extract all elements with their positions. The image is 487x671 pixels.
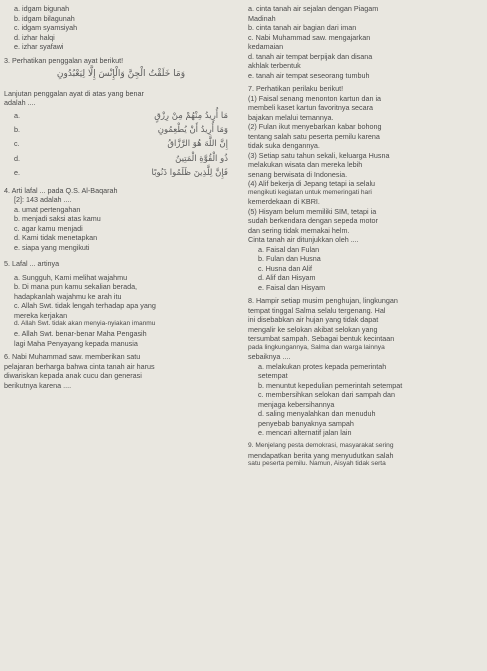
q3-prompt-line-1: Lanjutan penggalan ayat di atas yang benar <box>4 88 144 98</box>
q7-item-5-cont2: dan sering tidak memakai helm. <box>248 225 350 235</box>
q7-item-5-cont: sudah berkendara dengan sepeda motor <box>248 216 378 226</box>
q2-opt-a-cont: Madinah <box>248 13 276 23</box>
q7-item-4: (4) Alif bekerja di Jepang tetapi ia selalu <box>248 179 376 188</box>
q9-line-2: mendapatkan berita yang menyudutkan salah <box>248 450 394 460</box>
q7-question: 7. Perhatikan perilaku berikut! <box>248 84 344 93</box>
q4-question-cont: [2]: 143 adalah .... <box>14 195 72 205</box>
q6-line-3: diwariskan kepada anak cucu dan generasi <box>4 371 142 381</box>
q3-option-c[interactable]: c. إِنَّ اللَّهَ هُوَ الرَّزَّاقُ <box>14 139 228 150</box>
q9-line-1: 9. Menjelang pesta demokrasi, masyarakat sering <box>248 441 394 449</box>
q4-option-a[interactable]: a. umat pertengahan <box>14 204 81 214</box>
q7-item-2-cont2: tidak suka dengannya. <box>248 141 320 150</box>
q7-item-1-cont2: bajakan melalui temannya. <box>248 112 334 122</box>
q7-item-3-cont: melakukan wisata dan mereka lebih <box>248 160 363 169</box>
q7-item-4-cont: mengikuti kegiatan untuk memeringati hari <box>248 188 372 196</box>
q5-option-c-cont: mereka kerjakan <box>14 310 68 320</box>
q8-line-5: tersumbat sampah. Sebagai bentuk kecintaan <box>248 334 395 344</box>
q6-line-1: 6. Nabi Muhammad saw. memberikan satu <box>4 352 141 362</box>
q6-line-2: pelajaran berharga bahwa cinta tanah air harus <box>4 361 155 371</box>
q7-item-3: (3) Setiap satu tahun sekali, keluarga Husna <box>248 150 390 160</box>
q4-option-d[interactable]: d. Kami tidak menetapkan <box>14 233 98 243</box>
q5-option-e-cont: lagi Maha Penyayang kepada manusia <box>14 338 138 348</box>
q5-question: 5. Lafal ... artinya <box>4 259 60 269</box>
q8-option-d[interactable]: d. saling menyalahkan dan menuduh <box>258 409 376 419</box>
q7-item-2-cont: tentang salah satu peserta pemilu karena <box>248 131 380 141</box>
q2-opt-d[interactable]: d. tanah air tempat berpijak dan disana <box>248 51 373 61</box>
q3-option-a[interactable]: a. مَا أُرِيدُ مِنْهُمْ مِنْ رِزْقٍ <box>14 110 228 121</box>
q3-option-e[interactable]: e. فَإِنَّ لِلَّذِينَ ظَلَمُوا ذَنُوبًا <box>14 167 228 178</box>
q7-item-5: (5) Hisyam belum memiliki SIM, tetapi ia <box>248 206 377 216</box>
q7-prompt: Cinta tanah air ditunjukkan oleh .... <box>248 235 359 245</box>
q8-option-c[interactable]: c. membersihkan selokan dari sampah dan <box>258 390 396 400</box>
q8-option-c-cont: menjaga kebersihannya <box>258 399 335 409</box>
q3-option-b[interactable]: b. وَمَا أُرِيدُ أَنْ يُطْعِمُونِ <box>14 125 228 136</box>
q8-line-2: tempat tinggal Salma selalu tergenang. Hal <box>248 305 386 315</box>
q5-option-c[interactable]: c. Allah Swt. tidak lengah terhadap apa yang <box>14 301 156 311</box>
q9-line-3: satu peserta pemilu. Namun, Aisyah tidak serta <box>248 460 386 468</box>
q2-option-b[interactable]: b. idgam bilagunah <box>14 13 75 23</box>
q4-option-c[interactable]: c. agar kamu menjadi <box>14 223 83 233</box>
q2-opt-b[interactable]: b. cinta tanah air bagian dari iman <box>248 23 357 32</box>
q7-item-3-cont2: senang berwisata di Indonesia. <box>248 169 348 179</box>
q3-question: 3. Perhatikan penggalan ayat berikut! <box>4 55 124 65</box>
q7-item-1: (1) Faisal senang menonton kartun dan ia <box>248 93 382 103</box>
q4-option-b[interactable]: b. menjadi saksi atas kamu <box>14 214 101 224</box>
q8-line-3: ini disebabkan air hujan yang tidak dapat <box>248 315 379 325</box>
q2-option-e[interactable]: e. izhar syafawi <box>14 42 64 51</box>
q8-option-d-cont: penyebab banyaknya sampah <box>258 418 354 428</box>
q3-prompt-line-2: adalah .... <box>4 98 36 108</box>
q7-item-2: (2) Fulan ikut menyebarkan kabar bohong <box>248 122 382 131</box>
q8-line-7: sebaiknya .... <box>248 352 291 362</box>
q5-option-d[interactable]: d. Allah Swt. tidak akan menyia-nyiakan imanmu <box>14 320 156 328</box>
q5-option-b-cont: hadapkanlah wajahmu ke arah itu <box>14 291 122 301</box>
q8-line-1: 8. Hampir setiap musim penghujan, lingkungan <box>248 296 398 306</box>
q2-opt-c-cont: kedamaian <box>248 42 284 51</box>
q8-option-a-cont: setempat <box>258 371 288 381</box>
q7-option-b[interactable]: b. Fulan dan Husna <box>258 254 321 264</box>
q8-option-e[interactable]: e. mencari alternatif jalan lain <box>258 428 352 438</box>
right-column <box>248 4 482 469</box>
q3-option-d[interactable]: d. ذُو الْقُوَّةِ الْمَتِينُ <box>14 153 228 164</box>
q8-line-4: mengalir ke selokan akibat selokan yang <box>248 324 378 334</box>
q5-option-e[interactable]: e. Allah Swt. benar-benar Maha Pengasih <box>14 329 147 339</box>
q2-option-d[interactable]: d. izhar halqi <box>14 32 55 42</box>
q7-option-e[interactable]: e. Faisal dan Hisyam <box>258 282 326 292</box>
q8-option-a[interactable]: a. melakukan protes kepada pemerintah <box>258 361 387 371</box>
q2-option-c[interactable]: c. idgam syamsiyah <box>14 23 78 32</box>
q3-arabic-verse: وَمَا خَلَقْتُ الْجِنَّ وَالْإِنْسَ إِلَّا لِيَعْبُدُونِ <box>56 69 186 79</box>
q2-opt-c[interactable]: c. Nabi Muhammad saw. mengajarkan <box>248 32 371 42</box>
q6-line-4: berikutnya karena .... <box>4 380 72 390</box>
left-column <box>4 4 238 390</box>
q7-option-c[interactable]: c. Husna dan Alif <box>258 263 312 273</box>
q7-item-4-cont2: kemerdekaan di KBRI. <box>248 197 320 207</box>
q8-option-b[interactable]: b. menuntut kepedulian pemerintah setempat <box>258 380 403 390</box>
q2-opt-a[interactable]: a. cinta tanah air sejalan dengan Piagam <box>248 4 379 13</box>
q2-opt-e[interactable]: e. tanah air tempat seseorang tumbuh <box>248 70 370 80</box>
q2-option-a[interactable]: a. idgam bigunah <box>14 4 70 13</box>
q7-item-1-cont: membeli kaset kartun favoritnya secara <box>248 103 374 112</box>
q4-question: 4. Arti lafal ... pada Q.S. Al-Baqarah <box>4 185 118 195</box>
q8-line-6: pada lingkungannya, Salma dan warga lainnya <box>248 343 385 351</box>
q5-option-b[interactable]: b. Di mana pun kamu sekalian berada, <box>14 282 138 292</box>
q4-option-e[interactable]: e. siapa yang mengikuti <box>14 242 90 252</box>
q2-opt-d-cont: akhlak terbentuk <box>248 61 301 70</box>
q7-option-a[interactable]: a. Faisal dan Fulan <box>258 244 320 254</box>
q5-option-a[interactable]: a. Sungguh, Kami melihat wajahmu <box>14 272 128 282</box>
q7-option-d[interactable]: d. Alif dan Hisyam <box>258 273 316 283</box>
